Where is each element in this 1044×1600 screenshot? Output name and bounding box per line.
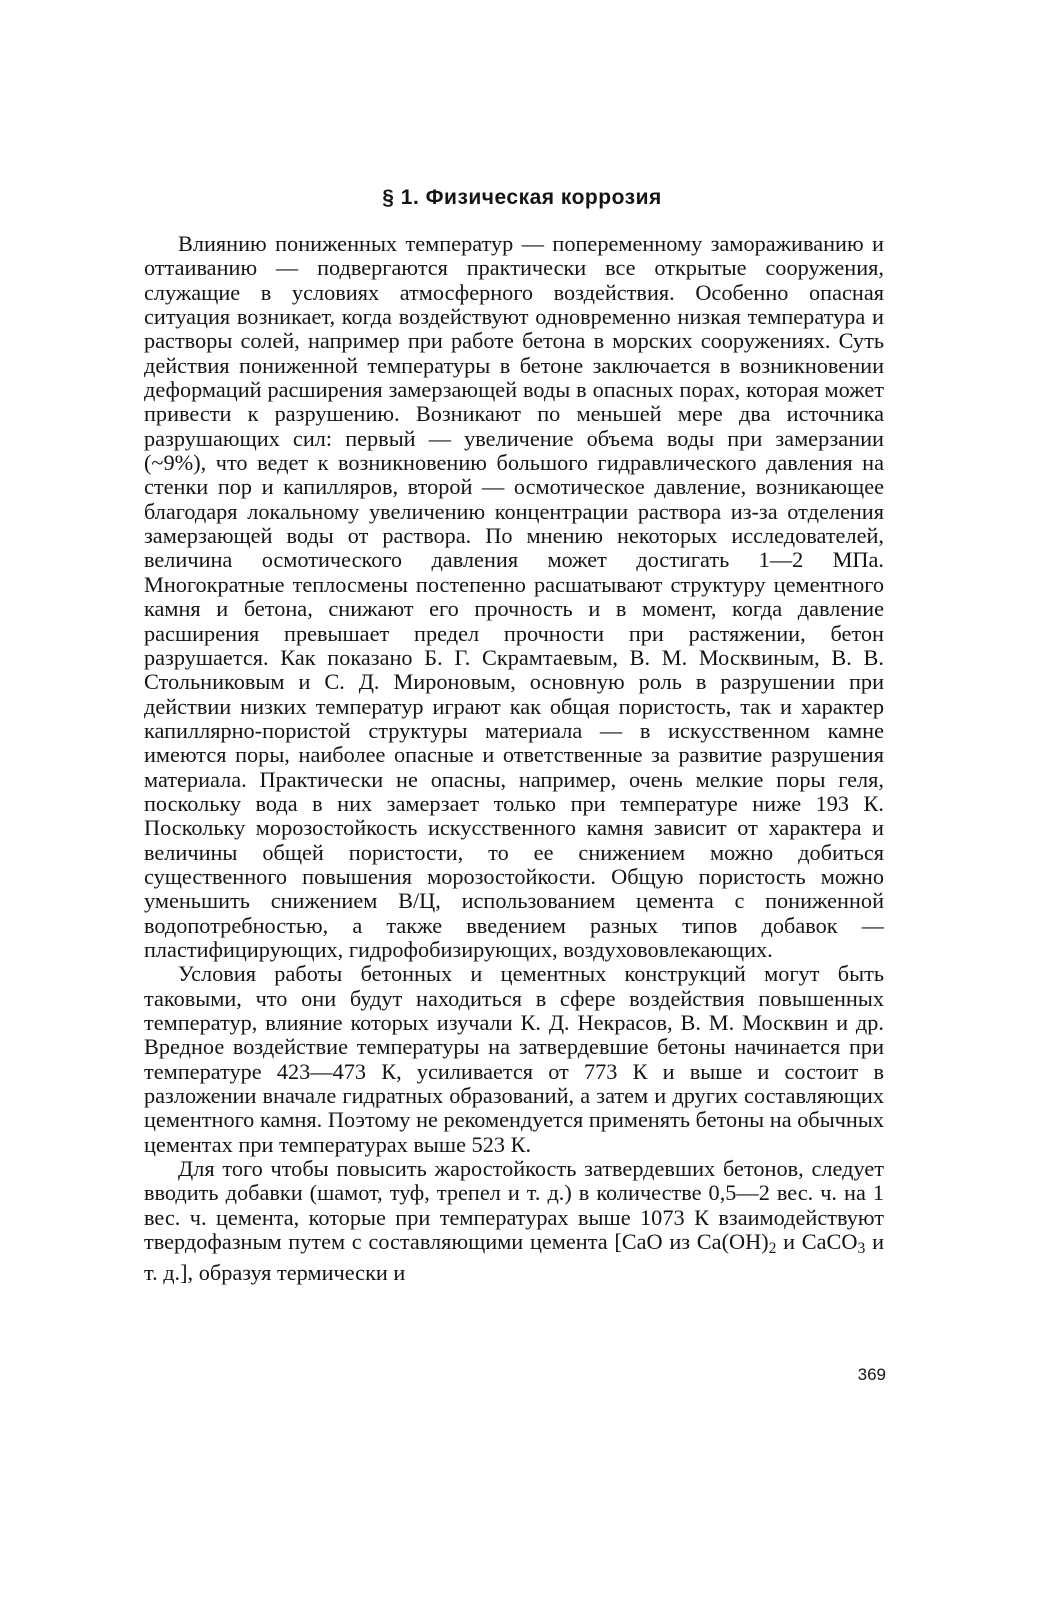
paragraph-heat-resistance xyxy=(144,1157,884,1286)
body-text xyxy=(144,232,884,1286)
heat-resistance-text-part-3: и т. д.], образуя термически и xyxy=(144,1229,885,1286)
heat-resistance-text-part-1: Для того чтобы повысить жаростойкость затвердевших бетонов, следует вводить добавки (шамот, туф, трепел и т. д.) в количестве 0,5—2 вес. ч. на 1 вес. ч. цемента, которые при температурах выше 1073 К взаимодействуют твердофазным путем с составляющими цемента [CaO из Ca(OH) xyxy=(144,1156,884,1255)
paragraph-frost-corrosion: Влиянию пониженных температур — попеременному замораживанию и оттаиванию — подвергаются практически все открытые сооружения, служащие в условиях атмосферного воздействия. Особенно опасная ситуация возникает, когда воздействуют одновременно низкая температура и растворы солей, например при работе бетона в морских сооружениях. Суть действия пониженной температуры в бетоне заключается в возникновении деформаций расширения замерзающей воды в опасных порах, которая может привести к разрушению. Возникают по меньшей мере два источника разрушающих сил: первый — увеличение объема воды при замерзании (~9%), что ведет к возникновению большого гидравлического давления на стенки пор и капилляров, второй — осмотическое давление, возникающее благодаря локальному увеличению концентрации раствора из-за отделения замерзающей воды от раствора. По мнению некоторых исследователей, величина осмотического давления может достигать 1—2 МПа. Многократные теплосмены постепенно расшатывают структуру цементного камня и бетона, снижают его прочность и в момент, когда давление расширения превышает предел прочности при растяжении, бетон разрушается. Как показано Б. Г. Скрамтаевым, В. М. Москвиным, В. В. Стольниковым и С. Д. Мироновым, основную роль в разрушении при действии низких температур играют как общая пористость, так и характер капиллярно-пористой структуры материала — в искусственном камне имеются поры, наиболее опасные и ответственные за развитие разрушения материала. Практически не опасны, например, очень мелкие поры геля, поскольку вода в них замерзает только при температуре ниже 193 К. Поскольку морозостойкость искусственного камня зависит от характера и величины общей пористости, то ее снижением можно добиться существенного повышения морозостойкости. Общую пористость можно уменьшить снижением В/Ц, использованием цемента с пониженной водопотребностью, а также введением разных типов добавок — пластифицирующих, гидрофобизирующих, воздухововлекающих. xyxy=(144,231,884,962)
subscript-carbonate: 3 xyxy=(857,1239,866,1257)
page-number: 369 xyxy=(857,1365,886,1384)
paragraph-high-temperature: Условия работы бетонных и цементных конструкций могут быть таковыми, что они будут находиться в сфере воздействия повышенных температур, влияние которых изучали К. Д. Некрасов, В. М. Москвин и др. Вредное воздействие температуры на затвердевшие бетоны начинается при температуре 423—473 К, усиливается от 773 К и выше и состоит в разложении вначале гидратных образований, а затем и других составляющих цементного камня. Поэтому не рекомендуется применять бетоны на обычных цементах при температурах выше 523 К. xyxy=(144,961,884,1157)
heat-resistance-text-part-2: и CaCO xyxy=(776,1229,858,1255)
subscript-hydroxide: 2 xyxy=(768,1239,777,1257)
section-heading: § 1. Физическая коррозия xyxy=(382,186,662,209)
